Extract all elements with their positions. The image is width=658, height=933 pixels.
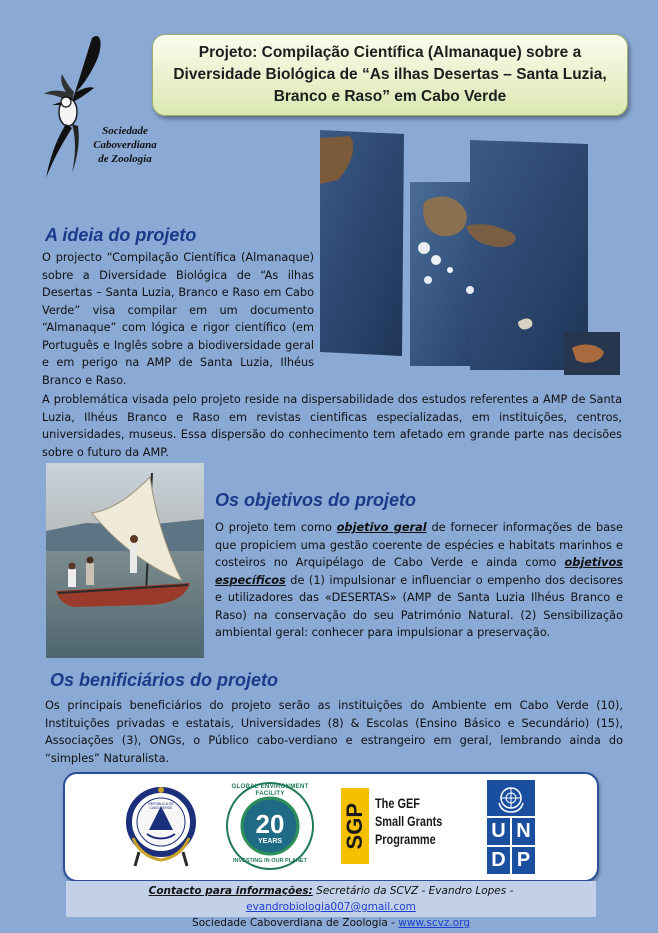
gef-logo: [225, 780, 315, 872]
contact-line-1: [66, 881, 596, 915]
objetivos-text-3: de (1) impulsionar e influenciar o empenho dos decisores e utilizadores das «DESERTAS» (AMP de Santa Luzia Ilhéus Branco e Raso) na conservação do seu Património Natural. (2) Sensibilização ambiental geral: conhecer para impulsionar a preservação.: [215, 573, 623, 639]
contact-label: Contacto para informações:: [148, 885, 313, 897]
undp-letter-n: N: [512, 818, 535, 845]
coat-text: REPÚBLICA DE CABO VERDE: [148, 802, 174, 810]
contact-line-2: [66, 915, 596, 931]
undp-logo: [487, 780, 535, 874]
objetivo-geral-label: objetivo geral: [336, 521, 427, 534]
objetivos-paragraph: [215, 519, 623, 642]
title-box: [152, 34, 628, 116]
objetivos-especificos-label: objetivos específicos: [215, 556, 623, 587]
logo-line-3: de Zoologia: [98, 153, 152, 165]
objetivos-text-2: de fornecer informações de base que propiciem uma gestão coerente de espécies e habitats marinhos e costeiros no Arquipélago de Cabo Verde e ainda como: [215, 521, 623, 569]
satellite-image: [320, 130, 620, 375]
partner-logos-box: [63, 772, 599, 882]
un-emblem-icon: [496, 783, 526, 813]
logo-line-1: Sociedade: [102, 125, 148, 137]
contact-text: Secretário da SCVZ - Evandro Lopes -: [312, 885, 514, 897]
undp-letter-u: U: [487, 818, 510, 845]
gef-ring-top-text: GLOBAL ENVIRONMENT FACILITY: [231, 783, 309, 797]
logo-line-2: Caboverdiana: [93, 139, 157, 151]
un-emblem-box: [487, 780, 535, 816]
albatross-icon: [32, 28, 142, 193]
page-title: Projeto: Compilação Científica (Almanaque) sobre a Diversidade Biológica de “As ilhas Desertas – Santa Luzia, Branco e Raso” em Cabo Verde: [173, 44, 607, 105]
beneficiarios-paragraph: Os principais beneficiários do projeto serão as instituições do Ambiente em Cabo Verde (10), Instituições privadas e estatais, Universidades (8) & Escolas (Ensino Básico e Secundário) (15), Associações (3), ONGs, o Público cabo-verdiano e estrangeiro em geral, lembrando ainda do “simples” Naturalista.: [45, 699, 623, 765]
undp-letter-d: D: [487, 847, 510, 874]
satellite-images: [320, 130, 620, 375]
sgp-line-2: Small Grants: [375, 813, 443, 829]
objetivos-text-1: O projeto tem como: [215, 521, 337, 534]
sgp-text: [375, 794, 442, 848]
website-link[interactable]: www.scvz.org: [398, 917, 470, 929]
scvz-logo: [32, 28, 142, 193]
ideia-paragraph-2: A problemática visada pelo projeto reside na dispersabilidade dos estudos referentes a AMP de Santa Luzia, Ilhéus Branco e Raso em revistas cientificas especializadas, em instituições, centros, universidades, museus. Essa dispersão do conhecimento tem afetado em grande parte nas decisões sobre o futuro da AMP.: [42, 393, 622, 459]
coat-of-arms-icon: [119, 782, 203, 870]
gef-number: 20: [255, 809, 285, 839]
ideia-heading: A ideia do projeto: [45, 225, 197, 245]
sgp-yellow-bar: [341, 788, 369, 864]
sgp-line-3: Programme: [375, 831, 436, 847]
cabo-verde-coat-of-arms: [119, 782, 203, 870]
org-text: Sociedade Caboverdiana de Zoologia -: [192, 917, 399, 929]
sgp-letters: SGP: [342, 802, 367, 850]
gef-years-text: YEARS: [257, 838, 283, 845]
boat-photo: [46, 463, 204, 658]
contact-email-link[interactable]: evandrobiologia007@gmail.com: [246, 901, 416, 913]
undp-letter-p: P: [512, 847, 535, 874]
beneficiarios-heading: Os benificiários do projeto: [50, 670, 279, 690]
sailboat-image: [46, 463, 204, 658]
logo-text: [80, 124, 170, 166]
ideia-paragraph-1: O projecto “Compilação Científica (Almanaque) sobre a Diversidade Biológica de “As ilhas Desertas – Santa Luzia, Branco e Raso em Cabo Verde” visa compilar em um documento “Almanaque” com lógica e rigor científico (em Português e Inglês sobre a biodiversidade geral e em perigo na AMP de Santa Luzia, Ilhéus Branco e Raso.: [42, 251, 314, 387]
objetivos-heading: Os objetivos do projeto: [215, 490, 417, 510]
sgp-line-1: The GEF: [375, 795, 420, 811]
gef-ring-bottom-text: INVESTING IN OUR PLANET: [233, 858, 307, 864]
contact-footer: [66, 881, 596, 929]
sgp-logo: [341, 788, 451, 864]
